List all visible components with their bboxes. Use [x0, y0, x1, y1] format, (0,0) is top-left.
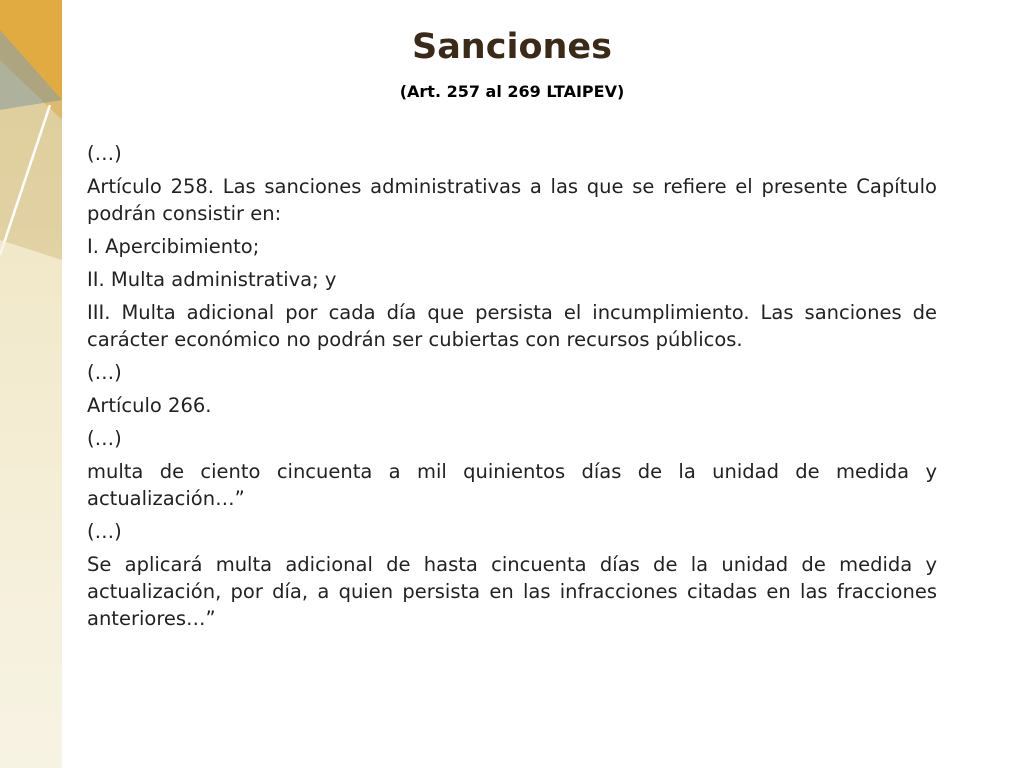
- decorative-side-band: [0, 0, 62, 768]
- slide-subtitle: (Art. 257 al 269 LTAIPEV): [399, 82, 625, 101]
- body-paragraph: (…): [87, 427, 122, 450]
- tan-shape: [0, 100, 62, 260]
- body-paragraph: Artículo 258. Las sanciones administrativas a las que se refiere el presente Capítulo podrán consistir en:: [87, 175, 937, 225]
- body-paragraph: (…): [87, 520, 122, 543]
- slide-title: Sanciones: [411, 27, 613, 67]
- body-paragraph: (…): [87, 142, 122, 165]
- body-paragraph: I. Apercibimiento;: [87, 235, 260, 258]
- body-paragraph: Se aplicará multa adicional de hasta cincuenta días de la unidad de medida y actualización, por día, a quien persista en las infracciones citadas en las fracciones anteriores…”: [87, 553, 937, 630]
- body-paragraph: III. Multa adicional por cada día que persista el incumplimiento. Las sanciones de carácter económico no podrán ser cubiertas con recursos públicos.: [87, 301, 937, 351]
- body-paragraph: (…): [87, 361, 122, 384]
- body-paragraph: Artículo 266.: [87, 394, 212, 417]
- decorative-shapes: [0, 0, 62, 768]
- body-paragraph: multa de ciento cincuenta a mil quinientos días de la unidad de medida y actualización…”: [87, 460, 937, 510]
- light-shape: [0, 240, 62, 768]
- slide-body: [87, 140, 937, 638]
- body-paragraph: II. Multa administrativa; y: [87, 268, 337, 291]
